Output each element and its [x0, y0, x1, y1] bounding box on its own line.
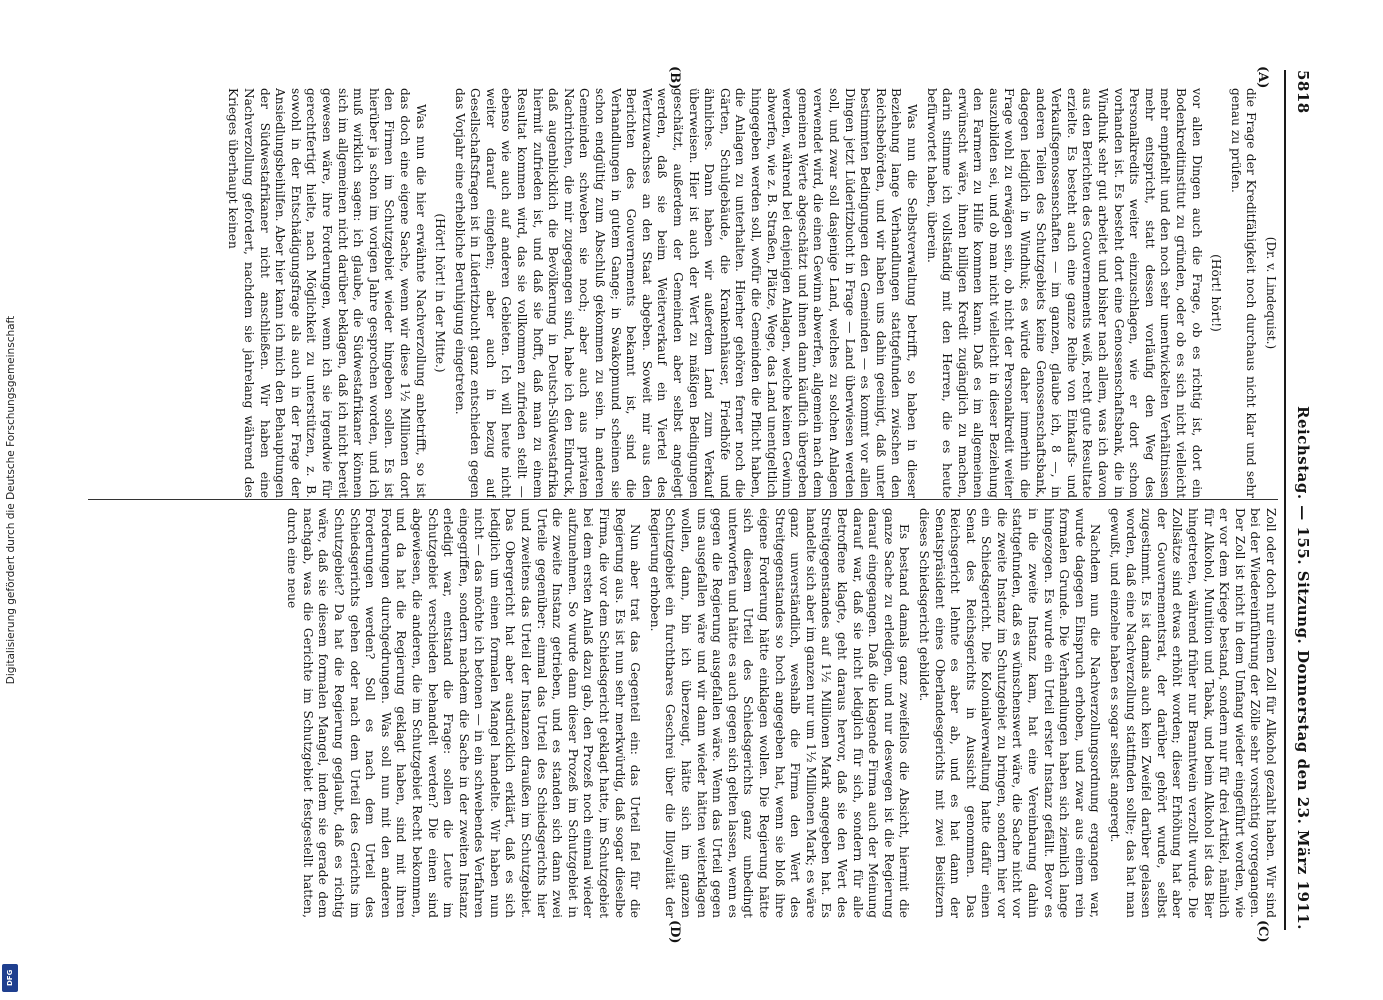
margin-letter-d: (D): [667, 920, 682, 944]
paragraph: die Frage der Kreditfähigkeit noch durchaus nicht klar und sehr genau zu prüfen.: [1228, 88, 1259, 498]
margin-letter-b: (B): [667, 66, 682, 90]
rotated-page-content: [60, 60, 1322, 944]
left-column: [88, 88, 1278, 498]
column-divider: [88, 499, 1278, 500]
margin-letter-c: (C): [1255, 920, 1270, 943]
scanned-page: [60, 60, 1322, 944]
speaker-name: (Dr. v. Lindequist.): [1264, 236, 1278, 350]
page-number: 5818: [1294, 70, 1312, 114]
paragraph: Was nun die Selbstverwaltung betrifft, so haben in dieser Beziehung lange Verhandlungen stattgefunden zwischen den Reichsbehörden, und wir haben uns dahin geeinigt, daß unter bestimmten Bedingungen den Gemeinden — es kommt vor allen Dingen jetzt Lüderitzbucht in Frage — Land überwiesen werden soll, und zwar soll dasjenige Land, welches zu solchen Anlagen verwendet wird, die einen Gewinn abwerfen, allgemein nach dem gemeinen Werte abgeschätzt und ihnen dann käuflich übergeben werden, während bei denjenigen Anlagen, welche keinen Gewinn abwerfen, wie z. B. Straßen, Plätze, Wege, das Land unentgeltlich hingegeben werden soll, wofür die Gemeinden die Pflicht haben, die Anlagen zu unterhalten. Hierher gehören ferner noch die Gärten, Schulgebäude, die Krankenhäuser, Friedhöfe und ähnliches. Dann haben wir außerdem Land zum Verkauf überweisen. Hier ist auch der Wert zu mäßigen Bedingungen geschätzt, außerdem der Gemeinden aber selbst angelegt werden, daß sie beim Weiterverkauf ein Viertel des Wertzuwachses an den Staat abgeben. Soweit mir aus den Berichten des Gouvernements bekannt ist, sind die Verhandlungen in gutem Gange; in Swakopmund scheinen sie schon endgültig zum Abschluß gekommen zu sein. In anderen Gemeinden schweben sie noch; aber auch aus privaten Nachrichten, die mir zugegangen sind, habe ich den Eindruck, daß augenblicklich die Bevölkerung in Deutsch-Südwestafrika hiermit zufrieden ist, und daß sie hofft, daß man zu einem Resultat kommen wird, das sie vollkommen zufrieden stellt — ebenso wie auch auf anderen Gebieten. Ich will heute nicht weiter darauf eingehen; aber auch in bezug auf Gesellschaftsfragen ist in Lüderitzbucht ganz entschieden gegen das Vorjahr eine erhebliche Beruhigung eingetreten.: [452, 88, 919, 498]
running-head: [1290, 70, 1312, 930]
interjection: (Hört! hört!): [1209, 254, 1224, 332]
digitization-credit: [0, 0, 22, 1000]
interjection: (Hört! hört! in der Mitte.): [433, 213, 448, 373]
credit-text: Digitalisierung gefördert durch die Deutsche Forschungsgemeinschaft: [5, 315, 17, 685]
dfg-logo: DFG: [2, 964, 18, 992]
page-title: Reichstag. — 155. Sitzung. Donnerstag den 23. März 1911.: [1294, 406, 1312, 930]
header-rule: [1284, 70, 1286, 930]
right-column: [88, 508, 1278, 918]
paragraph: Zoll oder doch nur einen Zoll für Alkohol gezahlt haben. Wir sind bei der Wiedereinführung der Zölle sehr vorsichtig vorgegangen. Der Zoll ist nicht in dem Umfang wieder eingeführt worden, wie er vor dem Kriege bestand, sondern nur für drei Artikel, nämlich für Alkohol, Munition und Tabak, und beim Alkohol ist das Bier hingetreten, während früher nur Branntwein verzollt wurde. Die Zollsätze sind etwas erhöht worden; dieser Erhöhung hat aber der Gouvernementsrat, der darüber gehört wurde, selbst zugestimmt. Es ist damals auch kein Zweifel darüber gelassen worden, daß eine Nachverzollung stattfinden sollte; das hat man gewußt, und einzelne haben es sogar selbst angeregt.: [1108, 508, 1278, 918]
paragraph: Nachdem nun die Nachverzollungsordnung ergangen war, wurde dagegen Einspruch erhoben, und zwar aus einem rein formalen Grunde. Die Verhandlungen haben sich ziemlich lange hingezogen. Es wurde ein Urteil erster Instanz gefällt. Bevor es in die zweite Instanz kam, hat eine Vereinbarung dahin stattgefunden, daß es wünschenswert wäre, die Sache nicht vor die zweite Instanz im Schutzgebiet zu bringen, sondern hier vor ein Schiedsgericht. Die Kolonialverwaltung hatte dafür einen Senat des Reichsgerichts in Aussicht genommen. Das Reichsgericht lehnte es aber ab, und es hat dann der Senatspräsident eines Oberlandesgerichts mit zwei Beisitzern dieses Schiedsgericht gebildet.: [916, 508, 1103, 918]
paragraph: vor allen Dingen auch die Frage, ob es richtig ist, dort ein Bodenkreditinstitut zu gründen, oder ob es sich nicht vielleicht mehr empfiehlt und den noch sehr unentwickelten Verhältnissen mehr entspricht, statt dessen vorläufig den Weg des Personalkredits weiter einzuschlagen, wie er dort schon vorhanden ist. Es besteht dort eine Genossenschaftsbank, die in Windhuk sehr gut arbeitet und bisher nach allem, was ich davon aus den Berichten des Gouvernements weiß, recht gute Resultate erzielte. Es besteht auch eine ganze Reihe von Einkaufs- und Verkaufsgenossenschaften — im ganzen, glaube ich, 8 —, in anderen Teilen des Schutzgebiets keine Genossenschaftsbank, dagegen lediglich in Windhuk; es würde daher immerhin die Frage wohl zu erwägen sein, ob nicht der Personalkredit weiter auszubilden sei, und ob man nicht vielleicht in dieser Beziehung den Farmern zu Hilfe kommen kann. Daß es im allgemeinen erwünscht wäre, ihnen billigen Kredit zugänglich zu machen, darin stimme ich vollständig mit den Herren, die es heute befürwortet haben, überein.: [924, 88, 1204, 498]
paragraph: Es bestand damals ganz zweifellos die Absicht, hiermit die ganze Sache zu erledigen, und nur deswegen ist die Regierung darauf eingegangen. Daß die klagende Firma auch der Meinung darauf war, daß sie nicht lediglich für sich, sondern für alle Betroffene klagte, geht daraus hervor, daß sie den Wert des Streitgegenstandes auf 1½ Millionen Mark angegeben hat. Es handelte sich aber im ganzen nur um 1½ Millionen Mark; es wäre ganz unverständlich, weshalb die Firma den Wert des Streitgegenstandes so hoch angegeben hat, wenn sie bloß ihre eigene Forderung hätte einklagen wollen. Die Regierung hätte sich diesem Urteil des Schiedsgerichts ganz unbedingt unterworfen und hätte es auch gegen sich gelten lassen, wenn es gegen die Regierung ausgefallen wäre. Wenn das Urteil gegen uns ausgefallen wäre und wir dann wieder hätten weiterklagen wollen, dann, bin ich überzeugt, hätte sich im ganzen Schutzgebiet ein furchtbares Geschrei über die Illoyalität der Regierung erhoben.: [647, 508, 912, 918]
margin-letter-a: (A): [1255, 66, 1270, 89]
paragraph: Was nun die hier erwähnte Nachverzollung anbetrifft, so ist das doch eine eigene Sache, wenn wir diese 1½ Millionen dort den Firmen im Schutzgebiet wieder hingeben sollen. Es ist hierüber ja schon im vorigen Jahre gesprochen worden, und ich muß wirklich sagen: ich glaube, die Südwestafrikaner können sich im allgemeinen nicht darüber beklagen, daß ich nicht bereit gewesen wäre, ihre Forderungen, wenn ich sie irgendwie für gerechtfertigt hielte, nach Möglichkeit zu unterstützen, z. B. sowohl in der Entschädigungsfrage als auch in der Frage der Ansiedlungsbeihilfen. Aber hier kann ich mich den Behauptungen der Südwestafrikaner nicht anschließen. Wir haben eine Nachverzollung gefordert, nachdem sie jahrelang während des Krieges überhaupt keinen: [226, 88, 428, 498]
paragraph: Nun aber trat das Gegenteil ein: das Urteil fiel für die Regierung aus. Es ist nun sehr merkwürdig, daß sogar dieselbe Firma, die vor dem Schiedsgericht geklagt hatte, im Schutzgebiet bei dem ersten Anlaß dazu gab, den Prozeß noch einmal wieder aufzunehmen. So wurde dann dieser Prozeß im Schutzgebiet in die zweite Instanz getrieben, und es standen sich dann zwei Urteile gegenüber: einmal das Urteil des Schiedsgerichts hier und zweitens das Urteil der Instanzen draußen im Schutzgebiet. Das Obergericht hat aber ausdrücklich erklärt, daß es sich lediglich um einen formalen Mangel handelte. Wir haben nun nicht — das möchte ich betonen — in ein schwebendes Verfahren eingegriffen, sondern nachdem die Sache in der zweiten Instanz erledigt war, entstand die Frage: sollen die Leute im Schutzgebiet verschieden behandelt werden? Die einen sind abgewiesen, die anderen, die im Schutzgebiet Recht bekommen, und da hat die Regierung geklagt haben, sind mit ihren Forderungen durchgedrungen. Was soll nun mit den anderen Forderungen werden? Soll es nach dem Urteil des Schiedsgerichts gehen oder nach dem Urteil des Gerichts im Schutzgebiet? Da hat die Regierung geglaubt, daß es richtig wäre, daß sie diesem formalen Mangel, indem sie gerade dem nachgab, was die Gerichte im Schutzgebiet festgestellt hatten, durch eine neue: [285, 508, 643, 918]
